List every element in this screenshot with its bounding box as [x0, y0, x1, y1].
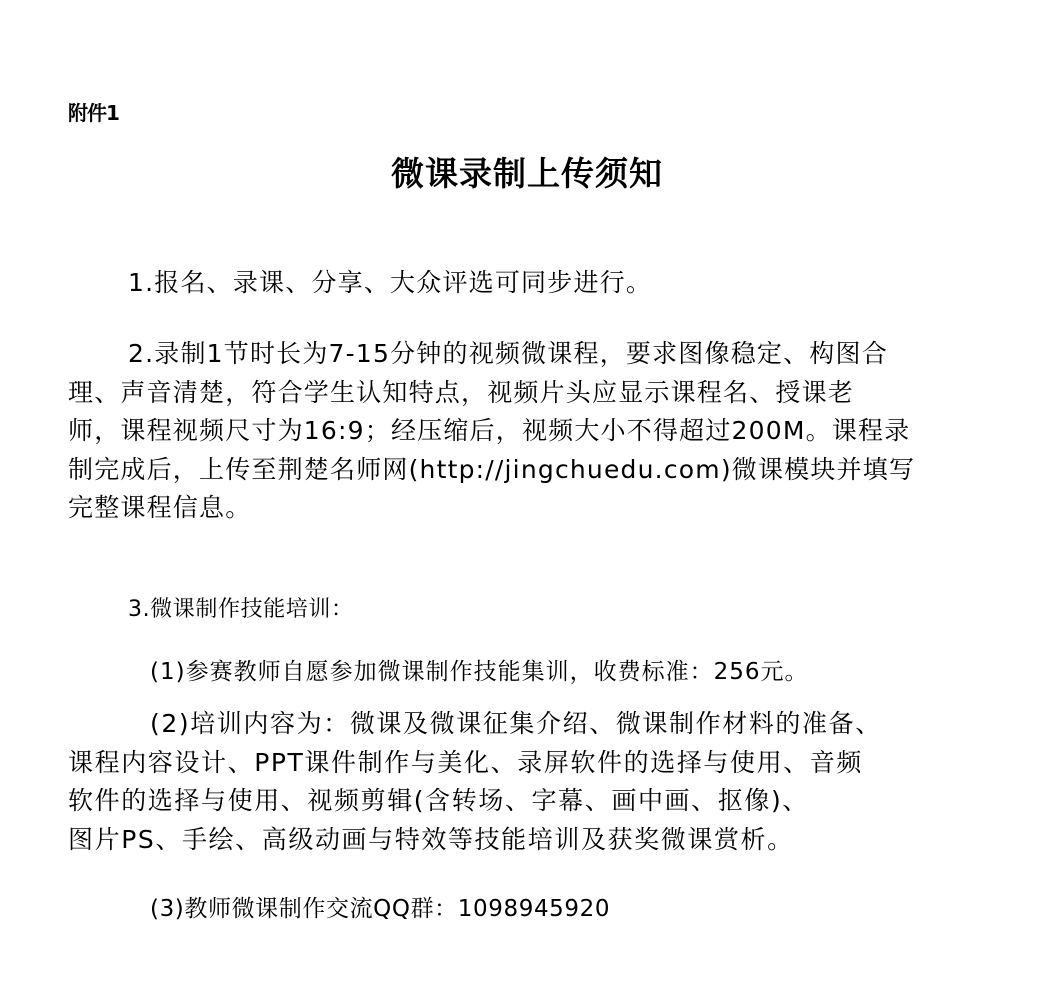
item-3-2-paragraph [68, 705, 968, 859]
item-3-text: 3.微课制作技能培训： [128, 597, 354, 622]
item-3-3-paragraph [68, 890, 1050, 929]
item-2-line: 制完成后，上传至荆楚名师网(http://jingchuedu.com)微课模块并填写 [68, 454, 916, 484]
attachment-label: 附件1 [68, 101, 119, 125]
item-2-paragraph [68, 335, 968, 528]
item-2-line: 2.录制1节时长为7-15分钟的视频微课程，要求图像稳定、构图合 [128, 339, 888, 368]
item-3-heading [68, 591, 1028, 630]
item-3-1-text: (1)参赛教师自愿参加微课制作技能集训，收费标准：256元。 [150, 659, 809, 685]
item-2-line: 理、声音清楚，符合学生认知特点，视频片头应显示课程名、授课老 [68, 377, 855, 407]
item-2-line: 师，课程视频尺寸为16:9；经压缩后，视频大小不得超过200M。课程录 [68, 416, 911, 445]
item-3-2-line: 课程内容设计、PPT课件制作与美化、录屏软件的选择与使用、音频 [68, 747, 864, 777]
item-1-paragraph [68, 264, 1028, 303]
item-1-text: 1.报名、录课、分享、大众评选可同步进行。 [128, 268, 653, 297]
item-3-3-text: (3)教师微课制作交流QQ群：1098945920 [150, 896, 611, 922]
item-3-2-line: 软件的选择与使用、视频剪辑(含转场、字幕、画中画、抠像)、 [68, 786, 809, 815]
item-2-line: 完整课程信息。 [68, 493, 252, 522]
item-3-2-line: (2)培训内容为：微课及微课征集介绍、微课制作材料的准备、 [150, 709, 882, 738]
document-title: 微课录制上传须知 [391, 154, 663, 193]
item-3-1-paragraph [68, 653, 1050, 692]
item-3-2-line: 图片PS、手绘、高级动画与特效等技能培训及获奖微课赏析。 [68, 824, 794, 854]
